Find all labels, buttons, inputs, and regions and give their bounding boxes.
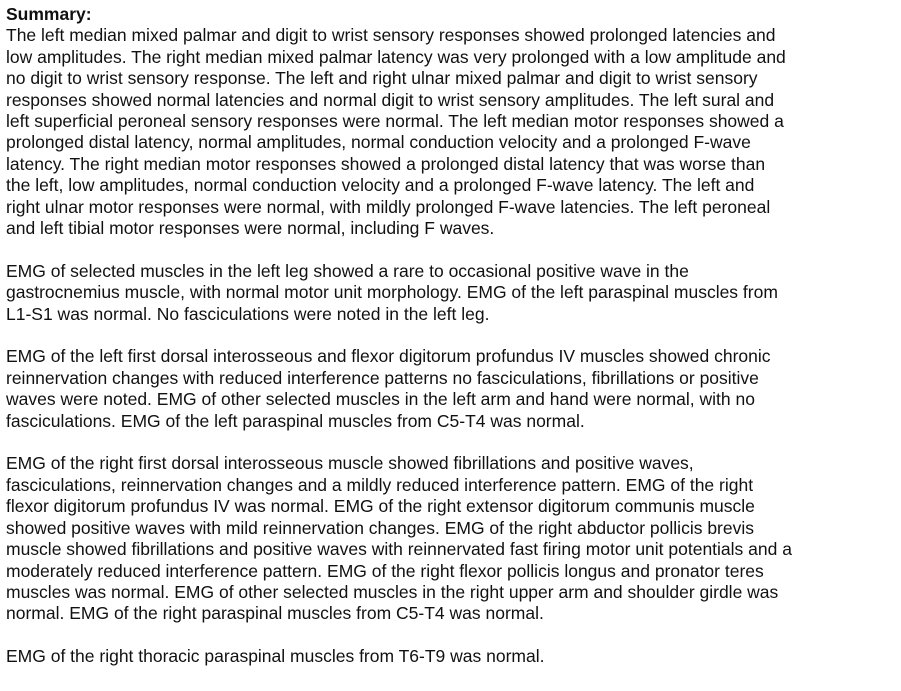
text-line: normal. EMG of the right paraspinal muscles from C5-T4 was normal. (6, 603, 544, 624)
text-line: right ulnar motor responses were normal, with mildly prolonged F-wave latencies. The left peroneal (6, 196, 771, 217)
text-line: EMG of selected muscles in the left leg showed a rare to occasional positive wave in the (6, 260, 689, 281)
text-line: gastrocnemius muscle, with normal motor unit morphology. EMG of the left paraspinal muscles from (6, 282, 778, 303)
paragraph-emg-left-arm (6, 346, 895, 432)
text-line: and left tibial motor responses were normal, including F waves. (6, 218, 495, 239)
text-line: showed positive waves with mild reinnervation changes. EMG of the right abductor pollicis brevis (6, 517, 754, 538)
paragraph-emg-thoracic (6, 646, 895, 667)
text-line: low amplitudes. The right median mixed palmar latency was very prolonged with a low amplitude and (6, 46, 786, 67)
text-line: responses showed normal latencies and normal digit to wrist sensory amplitudes. The left sural and (6, 89, 775, 110)
text-line: latency. The right median motor responses showed a prolonged distal latency that was worse than (6, 153, 766, 174)
text-line: muscle showed fibrillations and positive waves with reinnervated fast firing motor unit potentials and a (6, 539, 792, 560)
paragraph-nerve-conduction (6, 25, 895, 239)
summary-heading: Summary: (6, 4, 92, 24)
text-line: L1-S1 was normal. No fasciculations were noted in the left leg. (6, 303, 490, 324)
text-line: the left, low amplitudes, normal conduction velocity and a prolonged F-wave latency. The left and (6, 175, 755, 196)
text-line: muscles was normal. EMG of other selected muscles in the right upper arm and shoulder girdle was (6, 581, 779, 602)
text-line: waves were noted. EMG of other selected muscles in the left arm and hand were normal, with no (6, 389, 755, 410)
text-line: EMG of the right thoracic paraspinal muscles from T6-T9 was normal. (6, 646, 545, 667)
paragraph-emg-right-arm (6, 453, 895, 624)
text-line: reinnervation changes with reduced interference patterns no fasciculations, fibrillations or positive (6, 367, 759, 388)
text-line: moderately reduced interference pattern. EMG of the right flexor pollicis longus and pronator teres (6, 560, 764, 581)
paragraph-emg-left-leg (6, 261, 895, 325)
text-line: fasciculations. EMG of the left paraspinal muscles from C5-T4 was normal. (6, 410, 585, 431)
text-line: EMG of the right first dorsal interosseous muscle showed fibrillations and positive waves, (6, 453, 694, 474)
text-line: left superficial peroneal sensory responses were normal. The left median motor responses showed a (6, 111, 784, 132)
text-line: fasciculations, reinnervation changes and a mildly reduced interference pattern. EMG of the right (6, 474, 754, 495)
text-line: prolonged distal latency, normal amplitudes, normal conduction velocity and a prolonged F-wave (6, 132, 751, 153)
text-line: no digit to wrist sensory response. The left and right ulnar mixed palmar and digit to wrist sensory (6, 68, 758, 89)
text-line: The left median mixed palmar and digit to wrist sensory responses showed prolonged latencies and (6, 25, 776, 46)
text-line: flexor digitorum profundus IV was normal. EMG of the right extensor digitorum communis muscle (6, 496, 755, 517)
text-line: EMG of the left first dorsal interosseous and flexor digitorum profundus IV muscles showed chronic (6, 346, 771, 367)
